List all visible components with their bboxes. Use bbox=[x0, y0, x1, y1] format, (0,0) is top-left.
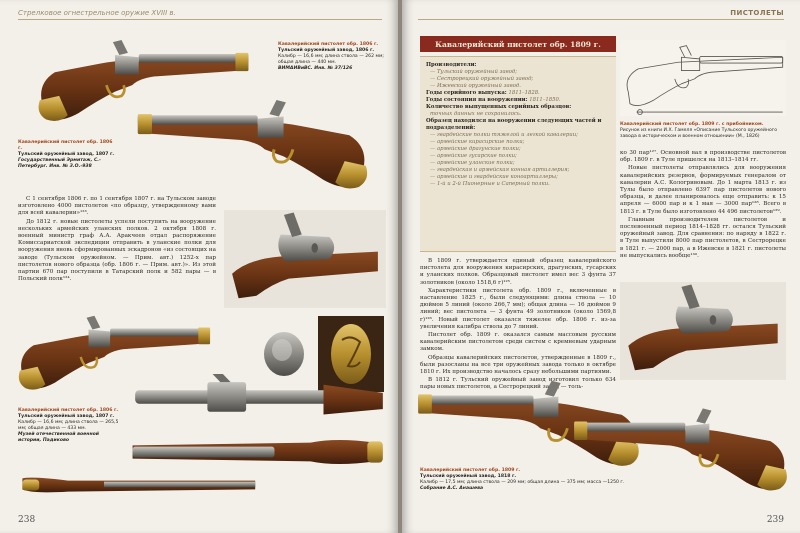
paragraph: До 1812 г. новые пистолеты успели поступить на вооружение нескольких армейских уланских полков. 2 октября 1808 г. военный министр граф А.А. Аракчеев отдал распоряжение Комиссариатской экспедиции отправить в уланские полки для вооружения вновь сформированных эскадронов «из состоящих на заводе (Тульском оружейном. — Прим. авт.) 1252-х пар пистолетов нового образца (обр. 1806 г. — Прим. авт.)». Из этой партии 670 пар поступили в Татарский полк и 582 пары — в Польский полк¹²⁴. bbox=[18, 218, 216, 283]
years-value: 1811–1828. bbox=[508, 90, 540, 96]
paragraph: Пистолет обр. 1809 г. оказался самым массовым русским кавалерийским пистолетом среди систем с кремневым ударным замком. bbox=[420, 332, 616, 353]
caption-maker: Тульский оружейный завод, 1807 г. bbox=[18, 152, 115, 157]
unit-item: — армейские кирасирские полки; bbox=[430, 139, 525, 145]
pistol-image-lock-detail bbox=[224, 210, 386, 308]
page-number-left: 238 bbox=[18, 515, 36, 525]
caption-specs: Калибр — 17,5 мм; длина ствола — 209 мм; общая длина — 375 мм; масса —1250 г. bbox=[420, 480, 625, 485]
page-number-right: 239 bbox=[766, 515, 784, 525]
caption-source: ВИМАИВиВС. Инв. № 37/126 bbox=[278, 66, 353, 71]
paragraph: В 1809 г. утверждается единый образец кавалерийского пистолета для вооружения кирасирских, драгунских, гусарских и уланских полков. Образцовый пистолет имел вес 3 фунта 37 золотников (около 1518,6 г)¹²⁵. bbox=[420, 258, 616, 286]
paragraph: Главным производителем пистолетов и послевоенный период 1814–1828 гг. остался Тульский оружейный завод. Для сравнения: по наряду в 1822 г. в Туле выпустили 8000 пар пистолетов, в Сестрорецке в 1821 г. — 2000 пар, а в Ижевске в 1821 г. пистолеты не выпускались вообще¹³⁰. bbox=[620, 216, 786, 259]
caption-title: Кавалерийский пистолет обр. 1809 г. bbox=[420, 468, 521, 473]
caption-specs: Калибр — 16,6 мм; длина ствола — 262 мм; общая длина — 440 мм. bbox=[278, 54, 384, 65]
caption-1809-bottom bbox=[420, 468, 650, 492]
paragraph: Образцы кавалерийских пистолетов, утвержденные в 1809 г., были разосланы на все три оружейных завода только в октябре 1810 г. Их производство началось сразу небольшими партиями. bbox=[420, 354, 616, 376]
paragraph: ко 30 пар¹²⁷. Основной вал в производстве пистолетов обр. 1809 г. в Туле пришелся на 1813–1814 гг. bbox=[620, 150, 786, 164]
unit-item: — гвардейские полки тяжелой и легкой кавалерии; bbox=[430, 132, 578, 138]
pistol-image-1806-hermitage bbox=[118, 100, 388, 194]
caption-title: Кавалерийский пистолет обр. 1806 г. bbox=[18, 408, 119, 413]
caption-maker: Тульский оружейный завод, 1807 г. bbox=[18, 414, 115, 419]
paragraph: Характеристики пистолета обр. 1809 г., включенные в наставление 1825 г., были следующими: длина ствола — 10 дюймов 5 линий (около 266,7 мм); общая длина — 16 дюймов 9 линий; вес пистолета — 3 фунта 49 золотников (около 1569,8 г)¹²⁶. Новый пистолет оказался тяжелее обр. 1806 г. из-за увеличения калибра ствола до 7 линий. bbox=[420, 287, 616, 330]
caption-text: Рисунок из книги И.Х. Гамеля «Описание Тульского оружейного завода в историческом и военном отношении» (М., 1826) bbox=[620, 128, 778, 139]
service-label: Годы состояния на вооружении: bbox=[426, 97, 528, 103]
body-text-center-column bbox=[420, 258, 616, 393]
paragraph: В 1812 г. Тульский оружейный завод изготовил только 634 пары новых пистолетов, а Сестрорецкий завод — толь- bbox=[420, 377, 616, 391]
years-label: Годы серийного выпуска: bbox=[426, 90, 507, 96]
caption-1806-a bbox=[278, 42, 386, 72]
caption-title: Кавалерийский пистолет обр. 1806 г. bbox=[278, 42, 379, 47]
count-label: Количество выпущенных серийных образцов: bbox=[426, 104, 572, 110]
count-value: точных данных не сохранилось. bbox=[430, 111, 522, 117]
caption-source: Собрание А.С. Анашева bbox=[420, 486, 484, 491]
unit-item: — армейские уланские полки; bbox=[430, 160, 515, 166]
right-page bbox=[402, 0, 800, 533]
caption-specs: Калибр — 16,6 мм; длина ствола — 265,5 мм; общая длина — 433 мм. bbox=[18, 420, 119, 431]
engraving-drawing bbox=[620, 40, 786, 116]
producer-item: — Сестрорецкий оружейный завод; bbox=[430, 76, 534, 82]
running-head-left: Стрелковое огнестрельное оружие XVIII в. bbox=[18, 9, 176, 17]
unit-item: — армейские драгунские полки; bbox=[430, 146, 521, 152]
unit-item: — 1-й и 2-й Пионерные и Саперный полки. bbox=[430, 181, 550, 187]
header-rule-right bbox=[418, 19, 784, 20]
unit-item: — армейские гусарские полки; bbox=[430, 153, 517, 159]
lock-detail-photo bbox=[620, 282, 786, 380]
unit-item: — армейские и гвардейские коноартиллеры; bbox=[430, 174, 558, 180]
caption-title: Кавалерийский пистолет обр. 1806 г. bbox=[18, 140, 113, 151]
left-page bbox=[0, 0, 398, 533]
units-label: Образец находился на вооружении следующих частей и подразделений: bbox=[426, 118, 602, 131]
caption-source: Государственный Эрмитаж, С.-Петербург. Инв. № З.О.-938 bbox=[18, 158, 101, 169]
pistol-image-side-view bbox=[130, 374, 388, 428]
service-value: 1811–1850. bbox=[529, 97, 561, 103]
caption-1806-c bbox=[18, 408, 122, 444]
paragraph: С 1 сентября 1806 г. по 1 сентября 1807 г. на Тульском заводе изготовлено 4000 пистолетов «по образцу, утвержденному вами для всей кавалерии»¹²³. bbox=[18, 196, 216, 217]
body-text-right-column bbox=[620, 150, 786, 261]
pistol-image-top-view bbox=[130, 432, 388, 472]
header-rule-left bbox=[18, 19, 382, 20]
producer-item: — Тульский оружейный завод; bbox=[430, 69, 518, 75]
drawing-caption bbox=[620, 122, 786, 140]
caption-maker: Тульский оружейный завод, 1806 г. bbox=[278, 48, 375, 53]
caption-source: Музей отечественной военной истории, Падиково bbox=[18, 432, 100, 443]
caption-title: Кавалерийский пистолет обр. 1809 г. с прибойником. bbox=[620, 122, 764, 127]
butt-cap-photo bbox=[258, 322, 310, 382]
body-text-left bbox=[18, 196, 216, 284]
sidebar-box-title: Кавалерийский пистолет обр. 1809 г. bbox=[420, 36, 616, 52]
paragraph: Новые пистолеты отправлялись для вооружения кавалерийских резервов, формируемых генералом от кавалерии А.С. Кологривовым. До 1 марта 1813 г. из Тулы было отправлено 6397 пар пистолетов нового образца, и далее планировалось еще отправить: к 15 апреля — 6000 пар и к 1 мая — 3000 пар¹²⁸. Всего в 1813 г. в Туле было изготовлено 44 496 пистолетов¹²⁹. bbox=[620, 165, 786, 215]
running-head-right: ПИСТОЛЕТЫ bbox=[730, 9, 784, 17]
caption-maker: Тульский оружейный завод, 1818 г. bbox=[420, 474, 517, 479]
pistol-image-full-side bbox=[20, 474, 260, 496]
sidebar-info-box bbox=[420, 56, 616, 252]
producers-label: Производители: bbox=[426, 62, 477, 68]
caption-1806-b bbox=[18, 140, 118, 170]
unit-item: — гвардейская и армейская конная артиллерия; bbox=[430, 167, 570, 173]
producer-item: — Ижевский оружейный завод. bbox=[430, 83, 521, 89]
